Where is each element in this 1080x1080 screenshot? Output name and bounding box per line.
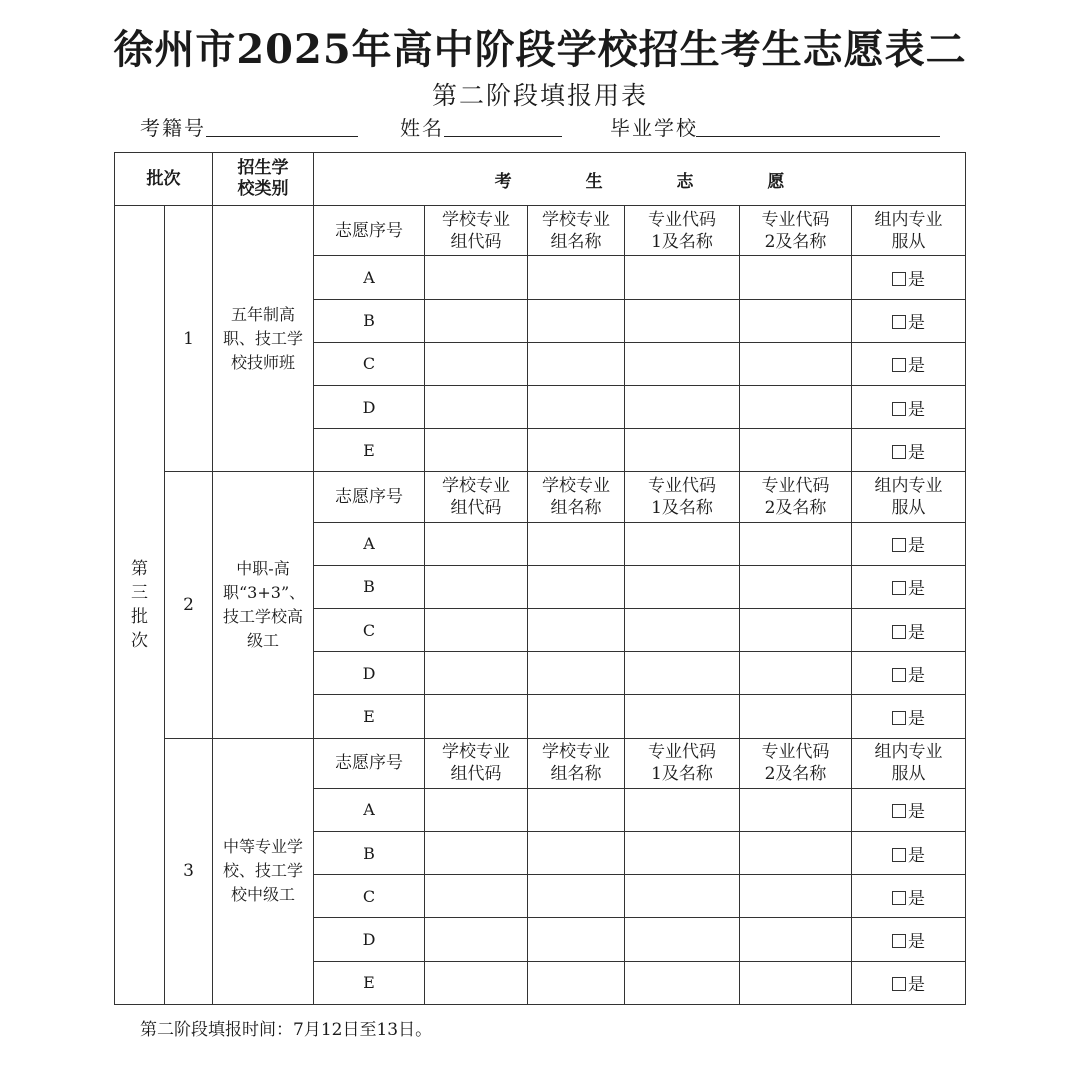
group-name-col-header: 学校专业组名称: [528, 738, 625, 788]
major2-cell[interactable]: [740, 342, 852, 385]
group-name-cell[interactable]: [528, 522, 625, 565]
major2-cell[interactable]: [740, 429, 852, 472]
major2-cell[interactable]: [740, 832, 852, 875]
obey-cell: [852, 386, 966, 429]
group-name-cell[interactable]: [528, 256, 625, 299]
wish-seq: B: [314, 832, 425, 875]
batch-name-cell: 第三批次: [115, 206, 165, 1005]
obey-col-header: 组内专业服从: [852, 472, 966, 522]
name-input-line[interactable]: [444, 136, 562, 137]
obey-col-header: 组内专业服从: [852, 206, 966, 256]
major2-cell[interactable]: [740, 652, 852, 695]
major2-cell[interactable]: [740, 299, 852, 342]
group-name-cell[interactable]: [528, 565, 625, 608]
major2-cell[interactable]: [740, 565, 852, 608]
checkbox-icon[interactable]: [892, 977, 906, 991]
wish-seq: E: [314, 429, 425, 472]
checkbox-icon[interactable]: [892, 581, 906, 595]
checkbox-label: 是: [908, 931, 926, 952]
batch-header: 批次: [115, 153, 213, 206]
major1-col-header: 专业代码1及名称: [625, 738, 740, 788]
major1-cell[interactable]: [625, 522, 740, 565]
group-name-cell[interactable]: [528, 788, 625, 831]
wish-seq: B: [314, 565, 425, 608]
obey-cell: [852, 609, 966, 652]
checkbox-label: 是: [908, 802, 926, 823]
checkbox-label: 是: [908, 270, 926, 291]
group-code-col-header: 学校专业组代码: [425, 206, 528, 256]
checkbox-icon[interactable]: [892, 934, 906, 948]
group-code-cell[interactable]: [425, 875, 528, 918]
checkbox-icon[interactable]: [892, 625, 906, 639]
exam-id-input-line[interactable]: [206, 136, 358, 137]
checkbox-icon[interactable]: [892, 668, 906, 682]
major1-cell[interactable]: [625, 256, 740, 299]
checkbox-icon[interactable]: [892, 891, 906, 905]
group-code-cell[interactable]: [425, 918, 528, 961]
wish-seq: C: [314, 342, 425, 385]
obey-col-header: 组内专业服从: [852, 738, 966, 788]
group-code-cell[interactable]: [425, 256, 528, 299]
major1-col-header: 专业代码1及名称: [625, 206, 740, 256]
group-code-cell[interactable]: [425, 832, 528, 875]
major2-cell[interactable]: [740, 788, 852, 831]
obey-cell: [852, 652, 966, 695]
checkbox-icon[interactable]: [892, 315, 906, 329]
group-name-cell[interactable]: [528, 299, 625, 342]
school-type-cell: 中等专业学校、技工学校中级工: [213, 738, 314, 1004]
major2-cell[interactable]: [740, 918, 852, 961]
obey-cell: [852, 961, 966, 1004]
major1-cell[interactable]: [625, 429, 740, 472]
obey-cell: [852, 695, 966, 738]
wish-seq: E: [314, 961, 425, 1004]
wish-seq: A: [314, 788, 425, 831]
checkbox-icon[interactable]: [892, 804, 906, 818]
group-code-cell[interactable]: [425, 695, 528, 738]
wish-seq: B: [314, 299, 425, 342]
obey-cell: [852, 875, 966, 918]
major1-cell[interactable]: [625, 609, 740, 652]
school-input-line[interactable]: [696, 136, 940, 137]
major1-cell[interactable]: [625, 788, 740, 831]
wish-seq: D: [314, 652, 425, 695]
group-code-cell[interactable]: [425, 961, 528, 1004]
major1-cell[interactable]: [625, 299, 740, 342]
group-code-cell[interactable]: [425, 522, 528, 565]
group-name-cell[interactable]: [528, 342, 625, 385]
major1-col-header: 专业代码1及名称: [625, 472, 740, 522]
obey-cell: [852, 522, 966, 565]
checkbox-label: 是: [908, 845, 926, 866]
obey-cell: [852, 788, 966, 831]
group-name-cell[interactable]: [528, 429, 625, 472]
major2-cell[interactable]: [740, 522, 852, 565]
group-name-cell[interactable]: [528, 652, 625, 695]
form-title: 徐州市2025年高中阶段学校招生考生志愿表二: [113, 26, 967, 73]
major1-cell[interactable]: [625, 961, 740, 1004]
school-type-cell: 中职-高职“3+3”、技工学校高级工: [213, 472, 314, 738]
obey-cell: [852, 918, 966, 961]
form-subtitle: 第二阶段填报用表: [431, 81, 648, 110]
group-name-cell[interactable]: [528, 875, 625, 918]
group-code-cell[interactable]: [425, 565, 528, 608]
major2-cell[interactable]: [740, 609, 852, 652]
name-label: 姓名: [400, 116, 444, 140]
group-name-col-header: 学校专业组名称: [528, 472, 625, 522]
name-field: [400, 112, 444, 141]
major1-cell[interactable]: [625, 695, 740, 738]
group-code-cell[interactable]: [425, 299, 528, 342]
major1-cell[interactable]: [625, 918, 740, 961]
checkbox-label: 是: [908, 622, 926, 643]
school-type-cell: 五年制高职、技工学校技师班: [213, 206, 314, 472]
obey-cell: [852, 429, 966, 472]
group-code-cell[interactable]: [425, 609, 528, 652]
group-name-cell[interactable]: [528, 695, 625, 738]
major2-cell[interactable]: [740, 386, 852, 429]
checkbox-label: 是: [908, 313, 926, 334]
checkbox-label: 是: [908, 536, 926, 557]
checkbox-icon[interactable]: [892, 711, 906, 725]
major1-cell[interactable]: [625, 386, 740, 429]
obey-cell: [852, 299, 966, 342]
major2-cell[interactable]: [740, 875, 852, 918]
group-name-col-header: 学校专业组名称: [528, 206, 625, 256]
obey-cell: [852, 832, 966, 875]
exam-id-field: [140, 112, 206, 141]
major1-cell[interactable]: [625, 652, 740, 695]
checkbox-label: 是: [908, 399, 926, 420]
checkbox-label: 是: [908, 975, 926, 996]
checkbox-icon[interactable]: [892, 272, 906, 286]
group-code-cell[interactable]: [425, 652, 528, 695]
group-name-cell[interactable]: [528, 386, 625, 429]
group-code-col-header: 学校专业组代码: [425, 738, 528, 788]
section-number: 3: [165, 738, 213, 1004]
group-code-cell[interactable]: [425, 429, 528, 472]
wish-seq: D: [314, 918, 425, 961]
obey-cell: [852, 342, 966, 385]
checkbox-icon[interactable]: [892, 538, 906, 552]
seq-col-header: 志愿序号: [314, 738, 425, 788]
wish-header: 考 生 志 愿: [314, 153, 966, 206]
major2-cell[interactable]: [740, 256, 852, 299]
checkbox-icon[interactable]: [892, 402, 906, 416]
type-header: 招生学校类别: [213, 153, 314, 206]
group-code-col-header: 学校专业组代码: [425, 472, 528, 522]
group-name-cell[interactable]: [528, 961, 625, 1004]
checkbox-icon[interactable]: [892, 358, 906, 372]
group-code-cell[interactable]: [425, 342, 528, 385]
checkbox-label: 是: [908, 709, 926, 729]
wish-seq: E: [314, 695, 425, 738]
group-name-cell[interactable]: [528, 609, 625, 652]
checkbox-label: 是: [908, 665, 926, 686]
wish-seq: C: [314, 609, 425, 652]
group-code-cell[interactable]: [425, 788, 528, 831]
major2-cell[interactable]: [740, 961, 852, 1004]
seq-col-header: 志愿序号: [314, 472, 425, 522]
major1-cell[interactable]: [625, 832, 740, 875]
checkbox-icon[interactable]: [892, 848, 906, 862]
obey-cell: [852, 256, 966, 299]
checkbox-label: 是: [908, 356, 926, 377]
wish-seq: A: [314, 256, 425, 299]
school-field: [610, 112, 698, 141]
seq-col-header: 志愿序号: [314, 206, 425, 256]
major2-cell[interactable]: [740, 695, 852, 738]
section-number: 1: [165, 206, 213, 472]
checkbox-icon[interactable]: [892, 445, 906, 459]
footer-note: 第二阶段填报时间：7月12日至13日。: [140, 1020, 433, 1040]
major1-cell[interactable]: [625, 565, 740, 608]
wish-seq: D: [314, 386, 425, 429]
group-code-cell[interactable]: [425, 386, 528, 429]
checkbox-label: 是: [908, 579, 926, 600]
section-number: 2: [165, 472, 213, 738]
group-name-cell[interactable]: [528, 832, 625, 875]
major1-cell[interactable]: [625, 875, 740, 918]
wish-table: [114, 152, 966, 1005]
checkbox-label: 是: [908, 442, 926, 463]
school-label: 毕业学校: [610, 116, 698, 140]
obey-cell: [852, 565, 966, 608]
major2-col-header: 专业代码2及名称: [740, 206, 852, 256]
exam-id-label: 考籍号: [140, 116, 206, 140]
wish-seq: C: [314, 875, 425, 918]
major2-col-header: 专业代码2及名称: [740, 472, 852, 522]
wish-seq: A: [314, 522, 425, 565]
group-name-cell[interactable]: [528, 918, 625, 961]
checkbox-label: 是: [908, 888, 926, 909]
major2-col-header: 专业代码2及名称: [740, 738, 852, 788]
major1-cell[interactable]: [625, 342, 740, 385]
